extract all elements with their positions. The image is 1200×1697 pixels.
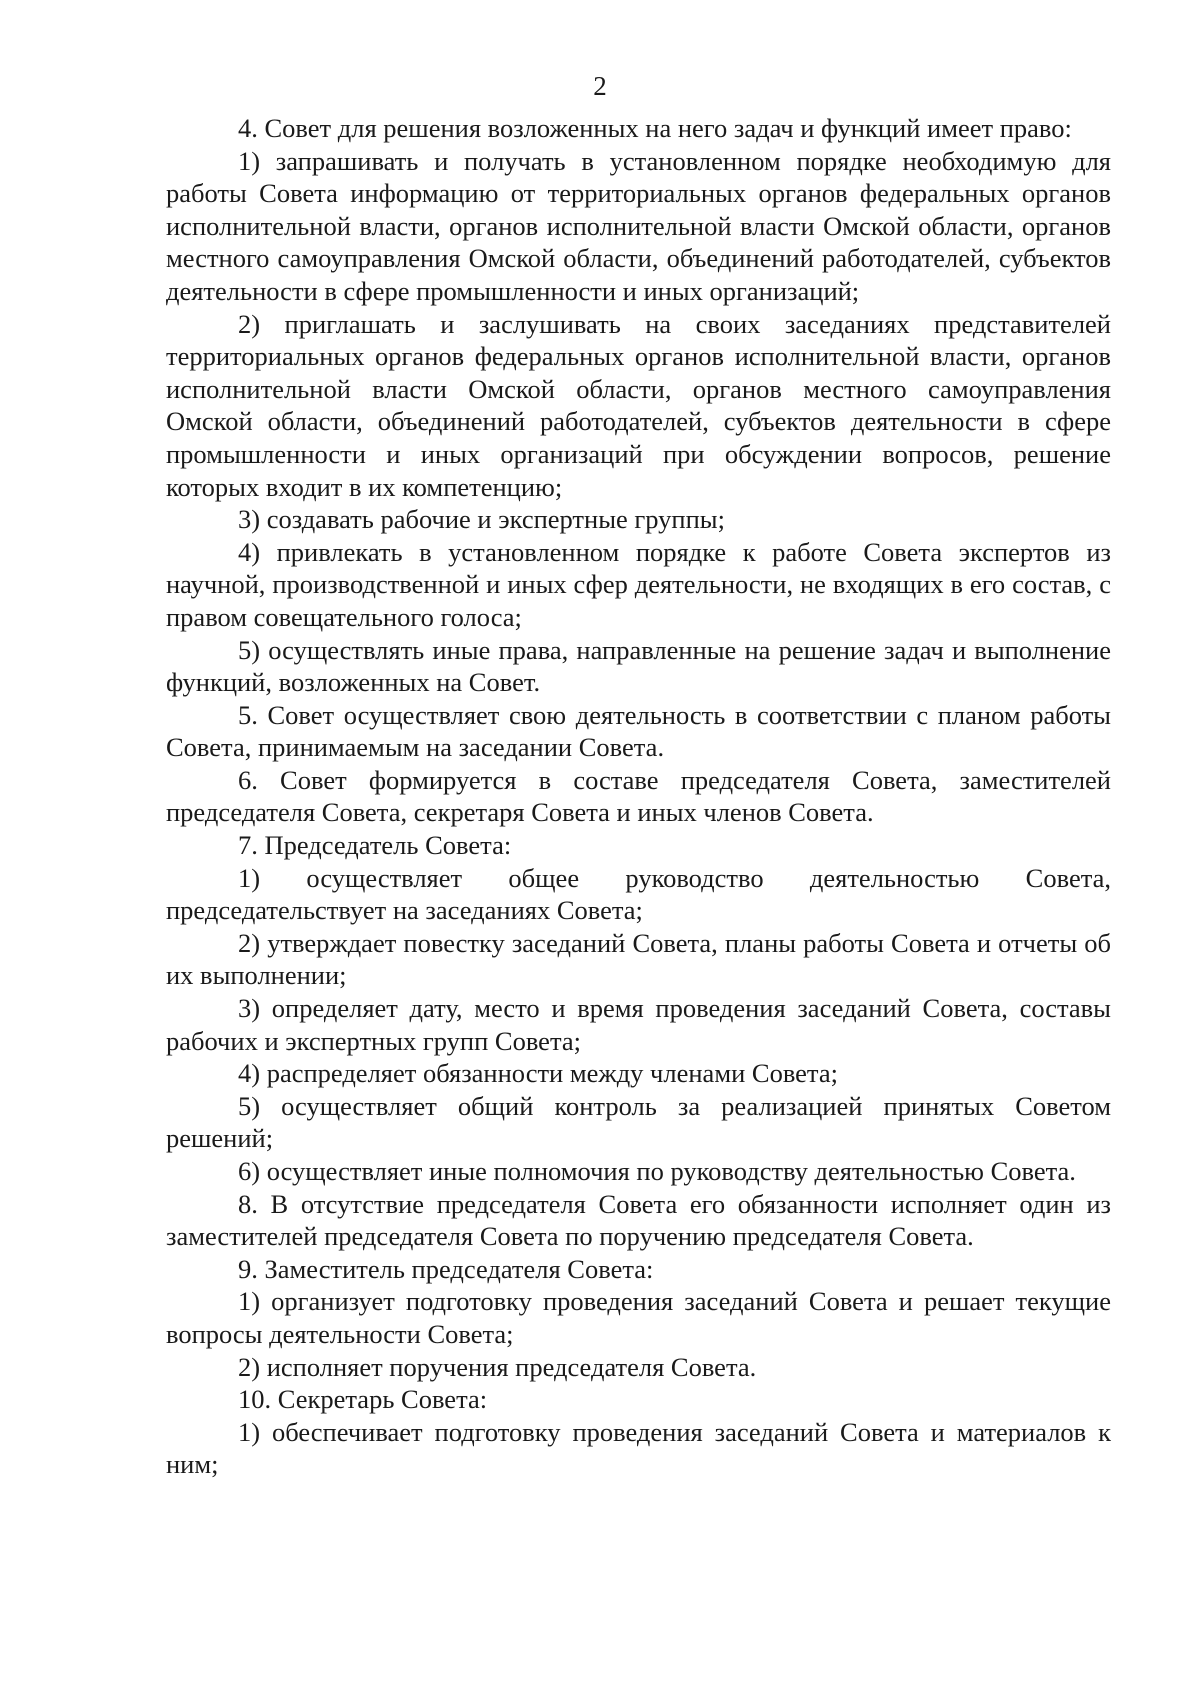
paragraph-10-secretary: 10. Секретарь Совета: — [238, 1384, 488, 1415]
paragraph-7-item-2: 2) утверждает повестку заседаний Совета, планы работы Совета и отчеты об их выполнении; — [166, 927, 1111, 991]
paragraph-10-item-1: 1) обеспечивает подготовку проведения заседаний Совета и материалов к ним; — [166, 1416, 1111, 1480]
paragraph-7-item-1: 1) осуществляет общее руководство деятельностью Совета, председательствует на заседаниях Совета; — [166, 862, 1111, 926]
paragraph-6: 6. Совет формируется в составе председателя Совета, заместителей председателя Совета, секретаря Совета и иных членов Совета. — [166, 764, 1111, 828]
paragraph-4-item-5: 5) осуществлять иные права, направленные на решение задач и выполнение функций, возложенных на Совет. — [166, 634, 1111, 698]
paragraph-7-chairman: 7. Председатель Совета: — [238, 830, 512, 861]
paragraph-9-item-1: 1) организует подготовку проведения заседаний Совета и решает текущие вопросы деятельности Совета; — [166, 1286, 1111, 1349]
paragraph-4-item-2: 2) приглашать и заслушивать на своих заседаниях представителей территориальных органов федеральных органов исполнительной власти, органов исполнительной власти Омской области, органов местного самоуправления Омской области, объединений работодателей, субъектов деятельности в сфере промышленности и иных организаций при обсуждении вопросов, решение которых входит в их компетенцию; — [166, 308, 1111, 502]
paragraph-4-item-4: 4) привлекать в установленном порядке к работе Совета экспертов из научной, производственной и иных сфер деятельности, не входящих в его состав, с правом совещательного голоса; — [166, 536, 1111, 632]
paragraph-7-item-3: 3) определяет дату, место и время проведения заседаний Совета, составы рабочих и экспертных групп Совета; — [166, 993, 1111, 1056]
paragraph-7-item-4: 4) распределяет обязанности между членами Совета; — [238, 1058, 838, 1089]
paragraph-7-item-6: 6) осуществляет иные полномочия по руководству деятельностью Совета. — [238, 1156, 1076, 1186]
paragraph-7-item-5: 5) осуществляет общий контроль за реализацией принятых Советом решений; — [166, 1090, 1111, 1154]
page-number: 2 — [593, 71, 607, 101]
document-body — [166, 112, 1111, 1481]
paragraph-4-item-1: 1) запрашивать и получать в установленном порядке необходимую для работы Совета информацию от территориальных органов федеральных органов исполнительной власти, органов исполнительной власти Омской области, органов местного самоуправления Омской области, объединений работодателей, субъектов деятельности в сфере промышленности и иных организаций; — [166, 145, 1111, 306]
paragraph-9-deputy: 9. Заместитель председателя Совета: — [238, 1253, 654, 1284]
paragraph-4-item-3: 3) создавать рабочие и экспертные группы; — [238, 504, 725, 535]
paragraph-8: 8. В отсутствие председателя Совета его обязанности исполняет один из заместителей председателя Совета по поручению председателя Совета. — [166, 1188, 1111, 1252]
paragraph-9-item-2: 2) исполняет поручения председателя Совета. — [238, 1351, 757, 1382]
paragraph-5: 5. Совет осуществляет свою деятельность в соответствии с планом работы Совета, принимаемым на заседании Совета. — [166, 699, 1111, 763]
paragraph-4-rights: 4. Совет для решения возложенных на него задач и функций имеет право: — [238, 113, 1072, 143]
